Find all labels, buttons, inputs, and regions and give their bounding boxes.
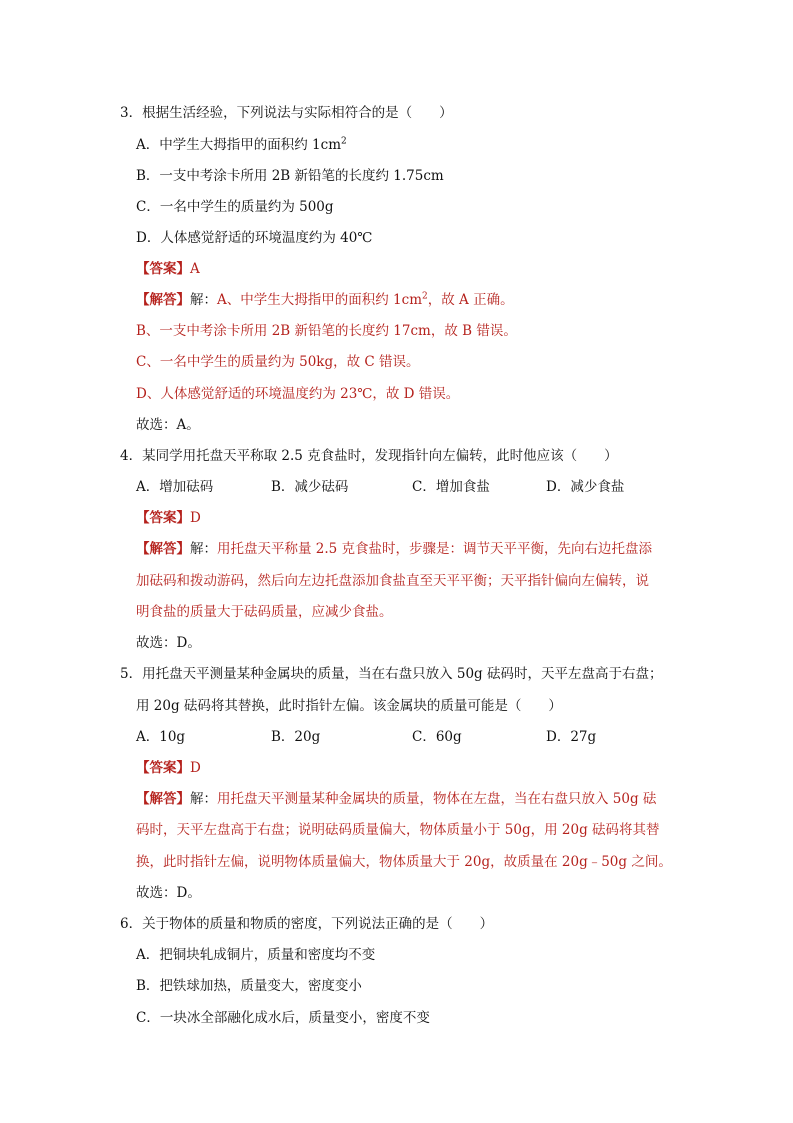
q3-stem: 3．根据生活经验，下列说法与实际相符合的是（ ） — [120, 105, 453, 121]
solution-tag: 【解答】 — [136, 541, 190, 557]
solution-prefix: 解： — [190, 541, 217, 557]
solution-prefix: 解： — [190, 292, 217, 308]
q3-solution-line-1 — [136, 290, 514, 310]
q3-solution-line-4: D、人体感觉舒适的环境温度约为 23℃，故 D 错误。 — [136, 386, 460, 402]
q5-options — [136, 727, 696, 747]
q3-solution-line-2: B、一支中考涂卡所用 2B 新铅笔的长度约 17cm，故 B 错误。 — [136, 323, 517, 339]
q4-option-b: B．减少砝码 — [271, 479, 349, 495]
q4-option-a: A．增加砝码 — [136, 479, 214, 495]
q3-answer — [136, 259, 200, 279]
q5-solution-line-1 — [136, 789, 656, 809]
solution-tag: 【解答】 — [136, 791, 190, 807]
q5-solution-line-2: 码时，天平左盘高于右盘；说明砝码质量偏大，物体质量小于 50g，用 20g 砝码将其替 — [136, 822, 660, 838]
q4-answer-value: D — [190, 510, 201, 526]
q6-option-a: A．把铜块轧成铜片，质量和密度均不变 — [136, 947, 376, 963]
q4-solution-line-1 — [136, 539, 652, 559]
answer-tag: 【答案】 — [136, 510, 190, 526]
q6-option-c: C．一块冰全部融化成水后，质量变小，密度不变 — [136, 1010, 430, 1026]
q3-option-a-superscript: 2 — [341, 136, 347, 147]
q4-options — [136, 477, 696, 497]
q3-solution-text-a: A、中学生大拇指甲的面积约 1cm — [217, 292, 422, 308]
q3-solution-line-3: C、一名中学生的质量约为 50kg，故 C 错误。 — [136, 354, 420, 370]
q6-stem: 6．关于物体的质量和物质的密度，下列说法正确的是（ ） — [120, 916, 494, 932]
q5-solution-text: 用托盘天平测量某种金属块的质量，物体在左盘，当在右盘只放入 50g 砝 — [217, 791, 657, 807]
q5-option-a: A．10g — [136, 729, 186, 745]
q5-stem-line-2: 用 20g 砝码将其替换，此时指针左偏。该金属块的质量可能是（ ） — [136, 698, 562, 714]
q4-stem: 4．某同学用托盘天平称取 2.5 克食盐时，发现指针向左偏转，此时他应该（ ） — [120, 448, 618, 464]
q3-option-c: C．一名中学生的质量约为 500g — [136, 199, 334, 215]
q3-option-a — [136, 135, 347, 155]
answer-tag: 【答案】 — [136, 261, 190, 277]
q3-option-b: B．一支中考涂卡所用 2B 新铅笔的长度约 1.75cm — [136, 168, 444, 184]
q3-answer-value: A — [190, 261, 200, 277]
q4-solution-text: 用托盘天平称量 2.5 克食盐时，步骤是：调节天平平衡，先向右边托盘添 — [217, 541, 653, 557]
q5-option-b: B．20g — [271, 729, 321, 745]
q4-solution-line-2: 加砝码和拨动游码，然后向左边托盘添加食盐直至天平平衡；天平指针偏向左偏转，说 — [136, 573, 649, 589]
q3-solution-superscript: 2 — [422, 291, 428, 302]
q3-option-a-text: A．中学生大拇指甲的面积约 1cm — [136, 137, 341, 153]
q4-answer — [136, 508, 201, 528]
q3-solution-text-b: ，故 A 正确。 — [427, 292, 514, 308]
q5-option-c: C．60g — [412, 729, 462, 745]
q4-option-d: D．减少食盐 — [546, 479, 625, 495]
q5-option-d: D．27g — [546, 729, 597, 745]
q5-answer — [136, 758, 201, 778]
q3-choose: 故选：A。 — [136, 417, 200, 433]
q5-answer-value: D — [190, 760, 201, 776]
solution-prefix: 解： — [190, 791, 217, 807]
q4-option-c: C．增加食盐 — [412, 479, 490, 495]
q5-stem-line-1: 5．用托盘天平测量某种金属块的质量，当在右盘只放入 50g 砝码时，天平左盘高于右盘； — [120, 666, 663, 682]
q4-choose: 故选：D。 — [136, 635, 201, 651]
q5-solution-line-3: 换，此时指针左偏，说明物体质量偏大，物体质量大于 20g，故质量在 20g﹣50g 之间。 — [136, 854, 672, 870]
q5-choose: 故选：D。 — [136, 885, 201, 901]
q3-option-d: D．人体感觉舒适的环境温度约为 40℃ — [136, 230, 373, 246]
solution-tag: 【解答】 — [136, 292, 190, 308]
q4-solution-line-3: 明食盐的质量大于砝码质量，应减少食盐。 — [136, 604, 393, 620]
answer-tag: 【答案】 — [136, 760, 190, 776]
q6-option-b: B．把铁球加热，质量变大，密度变小 — [136, 978, 362, 994]
